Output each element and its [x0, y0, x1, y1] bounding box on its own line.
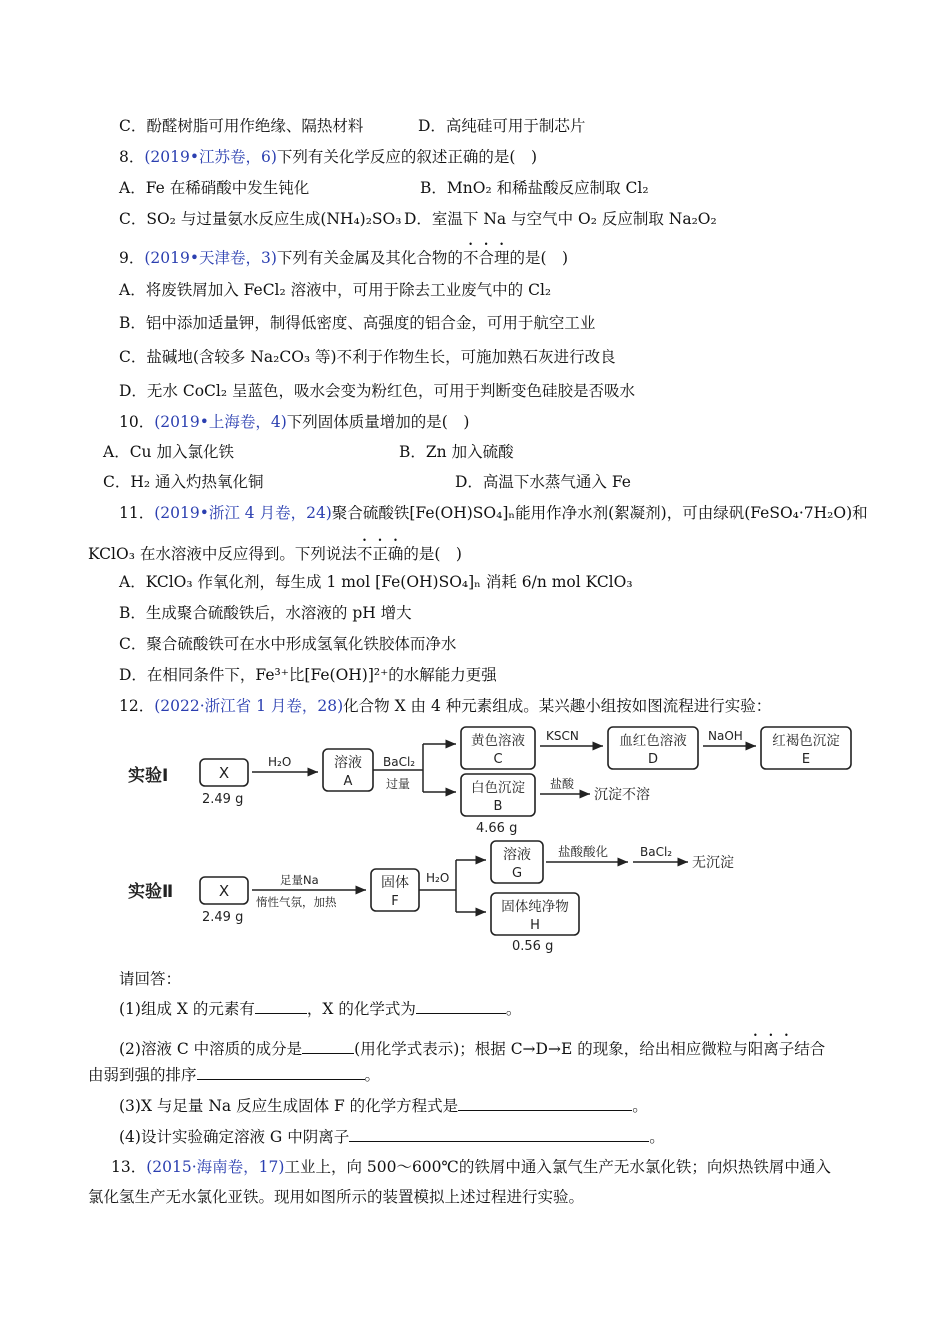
solution-a-label: 溶液 [334, 755, 362, 771]
question-source: (2022·浙江省 1 月卷，28) [154, 697, 344, 715]
question-11-stem [119, 502, 868, 524]
q10-option-c: C．H₂ 通入灼热氧化铜 [103, 473, 264, 491]
q11-option-a: A．KClO₃ 作氧化剂，每生成 1 mol [Fe(OH)SO₄]ₙ 消耗 6/n mol KClO₃ [119, 573, 633, 591]
solid-h-letter: H [530, 918, 540, 933]
result-insoluble: 沉淀不溶 [594, 787, 650, 803]
question-source: (2019•上海卷，4) [154, 413, 287, 431]
question-source: (2015·海南卷，17) [146, 1158, 285, 1176]
q9-option-b: B．铝中添加适量钾，制得低密度、高强度的铝合金，可用于航空工业 [119, 314, 596, 332]
part-text: (3)X 与足量 Na 反应生成固体 F 的化学方程式是 [119, 1097, 459, 1115]
question-text-end: 的是( ) [403, 545, 462, 563]
question-number: 13． [111, 1158, 147, 1176]
q8-option-c: C．SO₂ 与过量氨水反应生成(NH₄)₂SO₃ [119, 210, 402, 228]
q9-option-c: C．盐碱地(含较多 Na₂CO₃ 等)不利于作物生长，可施加熟石灰进行改良 [119, 348, 616, 366]
answer-blank[interactable] [416, 998, 506, 1014]
reagent-h2o-2: H₂O [426, 871, 450, 885]
part-text: 由弱到强的排序 [88, 1066, 197, 1084]
emphasis-text: 不正确 [356, 545, 404, 563]
reagent-kscn: KSCN [546, 729, 579, 743]
reagent-na-excess: 足量Na [280, 873, 319, 887]
reagent-hcl-acidify: 盐酸酸化 [558, 844, 609, 859]
q10-option-a: A．Cu 加入氯化铁 [103, 443, 234, 461]
reagent-hcl: 盐酸 [550, 777, 575, 791]
question-text: 聚合硫酸铁[Fe(OH)SO₄]ₙ能用作净水剂(絮凝剂)，可由绿矾(FeSO₄·7H₂O)和 [331, 504, 868, 522]
part-text: ，X 的化学式为 [306, 1000, 416, 1018]
q10-option-b: B．Zn 加入硫酸 [399, 443, 514, 461]
experiment-flowchart [118, 722, 858, 962]
solution-d-label: 血红色溶液 [619, 733, 687, 749]
x-label-1: X [218, 764, 230, 782]
part-text: 结合 [794, 1040, 826, 1058]
result-no-precipitate: 无沉淀 [692, 855, 734, 871]
q8-option-d: D．室温下 Na 与空气中 O₂ 反应制取 Na₂O₂ [404, 210, 717, 228]
precipitate-e-letter: E [801, 752, 811, 767]
question-10-stem [119, 411, 469, 433]
part-text: (用化学式表示)；根据 C→D→E 的现象，给出相应微粒与 [354, 1040, 748, 1058]
q12-part-2-cont [88, 1064, 380, 1086]
part-text: 。 [364, 1066, 381, 1084]
q12-part-1 [119, 998, 521, 1020]
emphasis-text: 阳离子 [747, 1040, 795, 1058]
q9-option-a: A．将废铁屑加入 FeCl₂ 溶液中，可用于除去工业废气中的 Cl₂ [119, 281, 552, 299]
question-12-stem [119, 695, 771, 717]
q11-option-d: D．在相同条件下，Fe³⁺比[Fe(OH)]²⁺的水解能力更强 [119, 666, 497, 684]
emphasis-text: 不合理 [462, 249, 510, 267]
reagent-inert-heat: 惰性气氛，加热 [256, 895, 337, 909]
reagent-naoh: NaOH [708, 729, 743, 743]
solid-f-label: 固体 [381, 875, 409, 891]
part-text: (4)设计实验确定溶液 G 中阴离子 [119, 1128, 350, 1146]
experiment-1-label: 实验Ⅰ [128, 766, 169, 786]
q11-option-b: B．生成聚合硫酸铁后，水溶液的 pH 增大 [119, 604, 412, 622]
solution-c-label: 黄色溶液 [471, 733, 525, 749]
reagent-bacl2-2: BaCl₂ [640, 845, 673, 859]
question-number: 8． [119, 148, 145, 166]
question-13-stem-cont: 氯化氢生产无水氯化亚铁。现用如图所示的装置模拟上述过程进行实验。 [88, 1188, 585, 1206]
q12-part-3 [119, 1095, 648, 1117]
reagent-bacl2-1: BaCl₂ [383, 755, 416, 769]
question-number: 10． [119, 413, 155, 431]
answer-blank[interactable] [197, 1064, 365, 1080]
part-text: 。 [632, 1097, 648, 1115]
reagent-excess: 过量 [386, 777, 411, 791]
question-source: (2019•天津卷，3) [144, 249, 277, 267]
question-8-stem [119, 146, 537, 168]
question-text: KClO₃ 在水溶液中反应得到。下列说法 [88, 545, 357, 563]
question-number: 9． [119, 249, 145, 267]
x-label-2: X [218, 882, 230, 900]
precipitate-b-mass: 4.66 g [476, 821, 518, 836]
experiment-2-label: 实验Ⅱ [128, 882, 174, 902]
q12-part-2 [119, 1031, 825, 1060]
question-source: (2019•江苏卷，6) [144, 148, 277, 166]
question-number: 12． [119, 697, 155, 715]
question-text: 下列有关化学反应的叙述正确的是( ) [276, 148, 538, 166]
q12-part-4 [119, 1126, 665, 1148]
q11-option-c: C．聚合硫酸铁可在水中形成氢氧化铁胶体而净水 [119, 635, 457, 653]
answer-blank[interactable] [255, 998, 307, 1014]
solution-g-label: 溶液 [503, 847, 531, 863]
question-9-stem [119, 240, 568, 269]
q7-option-c: C．酚醛树脂可用作绝缘、隔热材料 [119, 117, 364, 135]
solution-a-letter: A [343, 774, 353, 789]
solid-h-label: 固体纯净物 [501, 899, 569, 915]
question-text: 下列有关金属及其化合物的 [276, 249, 463, 267]
part-text: 。 [649, 1128, 665, 1146]
answer-blank[interactable] [349, 1126, 649, 1142]
q10-option-d: D．高温下水蒸气通入 Fe [455, 473, 631, 491]
reagent-h2o-1: H₂O [268, 755, 292, 769]
solution-g-letter: G [511, 866, 523, 881]
question-source: (2019•浙江 4 月卷，24) [154, 504, 332, 522]
q8-option-b: B．MnO₂ 和稀盐酸反应制取 Cl₂ [420, 179, 649, 197]
q12-prompt: 请回答： [119, 970, 182, 988]
question-11-stem-cont [88, 536, 462, 565]
q8-option-a: A．Fe 在稀硝酸中发生钝化 [119, 179, 310, 197]
solid-h-mass: 0.56 g [512, 939, 554, 954]
q7-option-d: D．高纯硅可用于制芯片 [418, 117, 586, 135]
answer-blank[interactable] [458, 1095, 632, 1111]
part-text: (1)组成 X 的元素有 [119, 1000, 255, 1018]
question-text: 下列固体质量增加的是( ) [286, 413, 470, 431]
question-text: 工业上，向 500～600℃的铁屑中通入氯气生产无水氯化铁；向炽热铁屑中通入 [284, 1158, 831, 1176]
solution-d-letter: D [647, 752, 659, 767]
question-13-stem [111, 1156, 831, 1178]
precipitate-b-letter: B [493, 799, 503, 814]
question-text-end: 的是( ) [509, 249, 569, 267]
solid-f-letter: F [391, 894, 399, 909]
solution-c-letter: C [493, 752, 503, 767]
question-number: 11． [119, 504, 155, 522]
answer-blank[interactable] [302, 1038, 354, 1054]
question-text: 化合物 X 由 4 种元素组成。某兴趣小组按如图流程进行实验： [343, 697, 772, 715]
precipitate-b-label: 白色沉淀 [471, 780, 525, 796]
x-mass-1: 2.49 g [202, 792, 244, 807]
q9-option-d: D．无水 CoCl₂ 呈蓝色，吸水会变为粉红色，可用于判断变色硅胶是否吸水 [119, 382, 636, 400]
part-text: (2)溶液 C 中溶质的成分是 [119, 1040, 303, 1058]
x-mass-2: 2.49 g [202, 910, 244, 925]
part-text: 。 [505, 1000, 522, 1018]
precipitate-e-label: 红褐色沉淀 [772, 733, 840, 749]
